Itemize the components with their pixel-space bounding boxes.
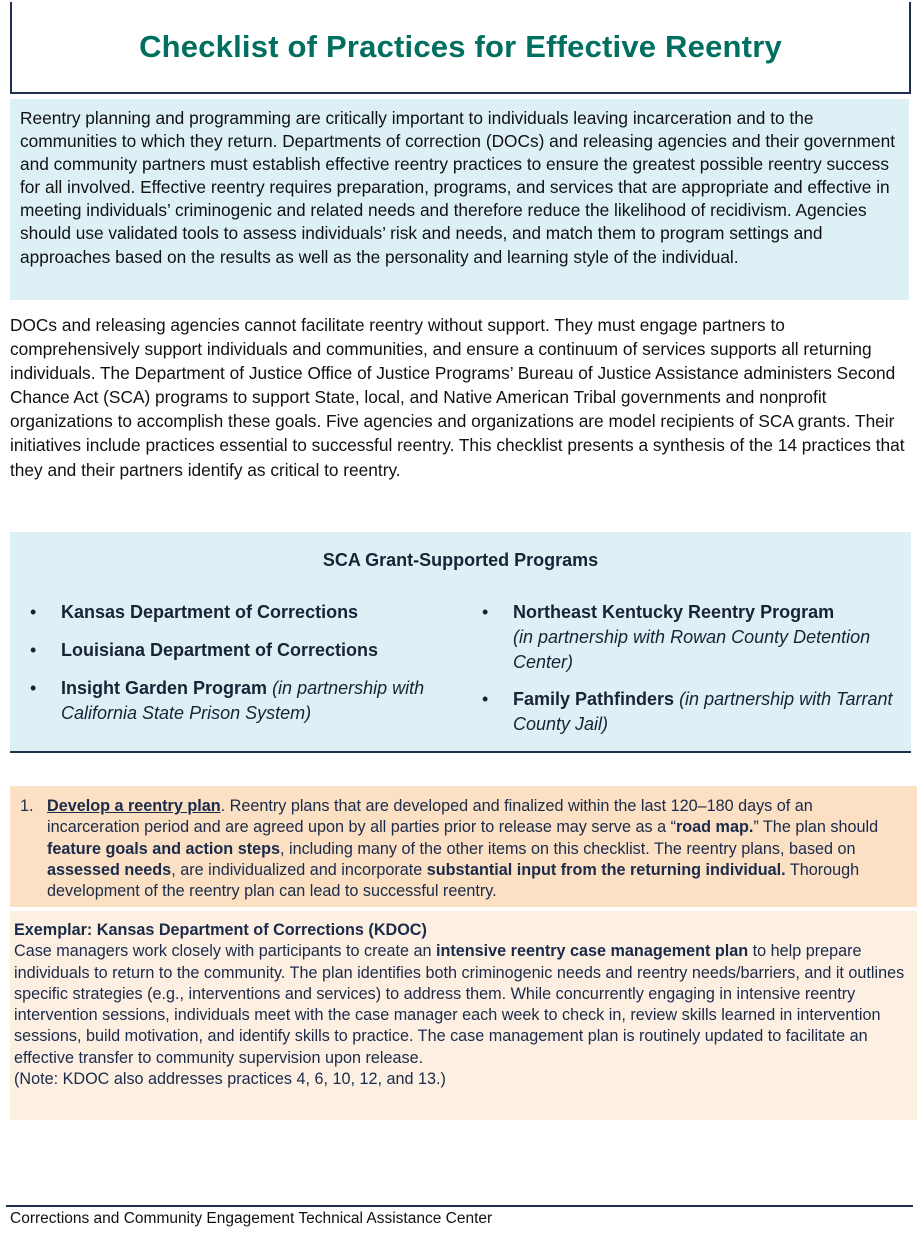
practice-text-segment: . Reentry plans that are developed and finalized within the last 120–180 days of an incarceration period and are agreed upon by all parties prior to release may serve as a “: [47, 797, 813, 837]
program-item: [30, 676, 450, 726]
exemplar-title: Exemplar: Kansas Department of Corrections (KDOC): [14, 921, 427, 939]
exemplar-text-segment: to help prepare individuals to return to the community. The plan identifies both criminogenic needs and reentry needs/barriers, and it outlines specific strategies (e.g., interventions and services) to address them. While concurrently engaging in intensive reentry intervention sessions, individuals meet with the case manager each week to check in, review skills learned in intervention sessions, build motivation, and identify skills to practice. The case management plan is routinely updated to facilitate an effective transfer to community supervision upon release.: [14, 942, 905, 1067]
programs-box: [10, 532, 911, 753]
practice-text-segment: ” The plan should: [753, 818, 879, 837]
programs-right-column: [482, 600, 902, 737]
program-item: [30, 600, 450, 625]
footer-text: Corrections and Community Engagement Technical Assistance Center: [10, 1210, 493, 1227]
exemplar-box: [10, 911, 917, 1120]
programs-left-column: [30, 600, 450, 726]
bullet-icon: •: [30, 602, 37, 622]
program-note: (in partnership with California State Prison System): [61, 678, 425, 723]
exemplar-text: [14, 941, 911, 1069]
practice-text-segment: Thorough development of the reentry plan can lead to successful reentry.: [47, 860, 860, 901]
program-item: [482, 600, 902, 675]
practice-link[interactable]: Develop a reentry plan: [47, 797, 221, 815]
program-name: Northeast Kentucky Reentry Program: [513, 602, 835, 622]
page-title: Checklist of Practices for Effective Reentry: [139, 29, 782, 64]
bullet-icon: •: [482, 689, 489, 709]
practice-item-1: [10, 786, 917, 907]
exemplar-emphasis: intensive reentry case management plan: [435, 942, 749, 961]
exemplar-note: (Note: KDOC also addresses practices 4, 6, 10, 12, and 13.): [14, 1070, 446, 1089]
program-item: [482, 687, 902, 737]
practice-text-segment: , are individualized and incorporate: [171, 860, 427, 879]
program-name: Kansas Department of Corrections: [61, 602, 359, 622]
bullet-icon: •: [30, 640, 37, 660]
intro-paragraph: Reentry planning and programming are critically important to individuals leaving incarceration and to the communities to which they return. Departments of correction (DOCs) and releasing agencies and their government and community partners must establish effective reentry practices to ensure the greatest possible reentry success for all involved. Effective reentry requires preparation, programs, and services that are appropriate and effective in meeting individuals’ criminogenic and related needs and therefore reduce the likelihood of recidivism. Agencies should use validated tools to assess individuals’ risk and needs, and match them to program settings and approaches based on the results as well as the personality and learning style of the individual.: [20, 108, 896, 267]
bullet-icon: •: [482, 602, 489, 622]
program-note: (in partnership with Tarrant County Jail): [513, 689, 893, 734]
bullet-icon: •: [30, 678, 37, 698]
body-paragraph: DOCs and releasing agencies cannot facilitate reentry without support. They must engage partners to comprehensively support individuals and communities, and ensure a continuum of services supports all returning individuals. The Department of Justice Office of Justice Programs’ Bureau of Justice Assistance administers Second Chance Act (SCA) programs to support State, local, and Native American Tribal governments and nonprofit organizations to accomplish these goals. Five agencies and organizations are model recipients of SCA grants. Their initiatives include practices essential to successful reentry. This checklist presents a synthesis of the 14 practices that they and their partners identify as critical to reentry.: [10, 315, 905, 480]
footer-divider: [6, 1205, 913, 1207]
practice-emphasis: assessed needs: [47, 860, 172, 879]
practice-emphasis: feature goals and action steps: [47, 839, 280, 858]
practice-emphasis: substantial input from the returning individual.: [426, 860, 786, 879]
program-name: Louisiana Department of Corrections: [61, 640, 379, 660]
exemplar-text-segment: Case managers work closely with participants to create an: [14, 942, 436, 961]
program-item: [30, 638, 450, 663]
practice-emphasis: road map.: [675, 818, 754, 837]
intro-box: [10, 99, 909, 300]
program-note: (in partnership with Rowan County Detention Center): [513, 627, 871, 672]
title-box: [10, 2, 911, 94]
practice-text-segment: , including many of the other items on this checklist. The reentry plans, based on: [279, 839, 856, 858]
programs-heading: SCA Grant-Supported Programs: [322, 550, 599, 570]
program-name: Family Pathfinders: [513, 689, 675, 709]
program-name: Insight Garden Program: [61, 678, 268, 698]
practice-number: 1.: [20, 797, 34, 815]
practice-text: [47, 796, 909, 902]
